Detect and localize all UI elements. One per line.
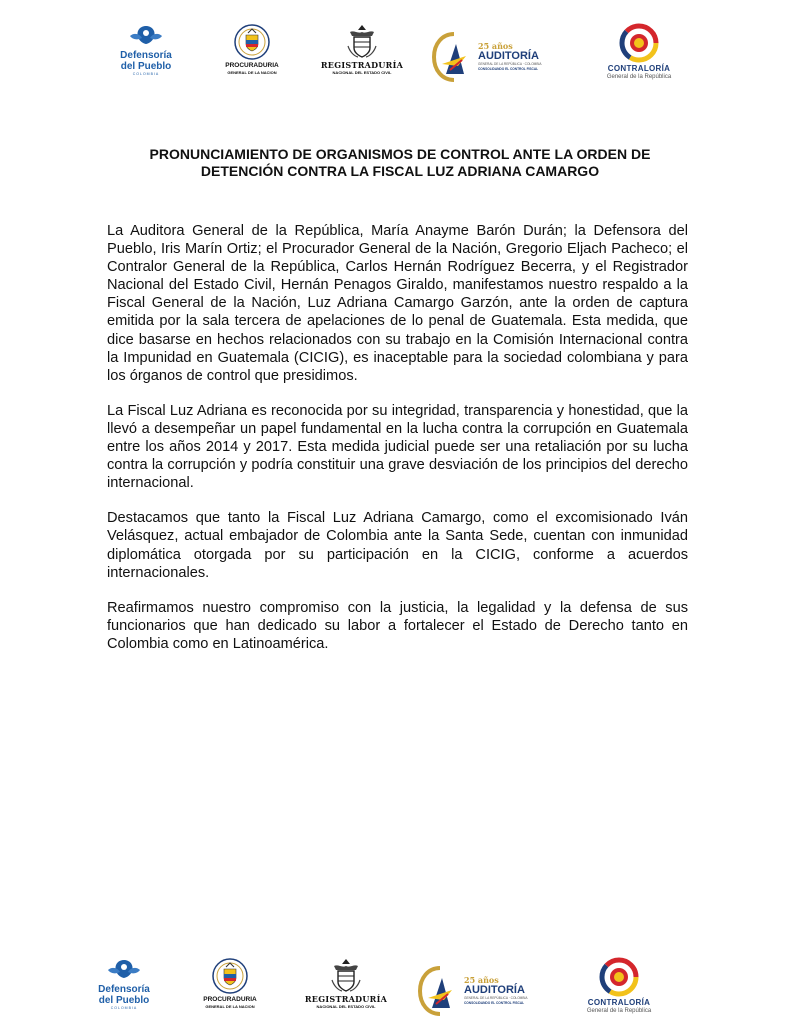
auditoria-years: 25 años	[478, 41, 513, 51]
registraduria-subtitle: NACIONAL DEL ESTADO CIVIL	[332, 70, 392, 75]
paragraph-1: La Auditora General de la República, María Anayme Barón Durán; la Defensora del Pueblo, Iris Marín Ortiz; el Procurador General de la Nación, Gregorio Eljach Pacheco; el Contralor General de la República, Carlos Hernán Rodríguez Becerra, y el Registrador Nacional del Estado Civil, Hernán Penagos Giraldo, manifestamos nuestro respaldo a la Fiscal General de la Nación, Luz Adriana Camargo Garzón, ante la orden de captura emitida por la sala tercera de apelaciones de lo penal de Guatemala. Esta medida, que dice basarse en hechos relacionados con su trabajo en la Comisión Internacional contra la Impunidad en Guatemala (CICIG), es inaceptable para la sociedad colombiana y para los órganos de control que presidimos.	[107, 223, 688, 384]
footer-logos	[0, 956, 786, 1026]
procuraduria-name: PROCURADURIA	[203, 996, 257, 1003]
procuraduria-coat-of-arms-icon	[210, 956, 250, 996]
logo-auditoria-footer	[418, 956, 548, 1026]
auditoria-subtitle: GENERAL DE LA REPÚBLICA · COLOMBIA	[478, 62, 542, 66]
auditoria-name: AUDITORÍA	[464, 984, 525, 996]
logo-defensoria	[120, 22, 172, 92]
auditoria-years: 25 años	[464, 975, 499, 985]
procuraduria-name: PROCURADURIA	[225, 62, 279, 69]
procuraduria-coat-of-arms-icon	[232, 22, 272, 62]
logo-auditoria	[432, 22, 562, 92]
paragraph-4: Reafirmamos nuestro compromiso con la justicia, la legalidad y la defensa de sus funcionarios que han dedicado su labor a fortalecer el Estado de Derecho tanto en Colombia como en Latinoamérica.	[107, 599, 688, 652]
registraduria-subtitle: NACIONAL DEL ESTADO CIVIL	[316, 1004, 376, 1009]
defensoria-name-line1: Defensoría	[120, 50, 172, 61]
contraloria-name: CONTRALORÍA	[607, 64, 671, 73]
registraduria-name: REGISTRADURÍA	[304, 994, 388, 1004]
defensoria-name-line1: Defensoría	[98, 984, 150, 995]
logo-procuraduria-footer	[200, 956, 260, 1026]
logo-contraloria	[598, 22, 680, 92]
contraloria-subtitle: General de la República	[586, 1008, 652, 1014]
paragraph-2: La Fiscal Luz Adriana es reconocida por su integridad, transparencia y honestidad, que la llevó a desempeñar un papel fundamental en la lucha contra la corrupción en Guatemala entre los años 2014 y 2017. Esta medida judicial puede ser una retaliación por su lucha contra la corrupción y podría constituir una grave desviación de los principios del derecho internacional.	[107, 402, 688, 492]
auditoria-tagline: CONSOLIDANDO EL CONTROL FISCAL	[464, 1001, 525, 1005]
logo-defensoria-footer	[98, 956, 150, 1026]
defensoria-emblem-icon	[104, 956, 144, 984]
contraloria-emblem-icon	[618, 22, 660, 64]
auditoria-tagline: CONSOLIDANDO EL CONTROL FISCAL	[478, 67, 539, 71]
contraloria-name: CONTRALORÍA	[587, 998, 651, 1007]
auditoria-emblem-icon	[418, 964, 462, 1018]
defensoria-name-line2: del Pueblo	[120, 61, 172, 72]
logo-procuraduria	[222, 22, 282, 92]
logo-registraduria-footer	[306, 956, 386, 1026]
auditoria-name: AUDITORÍA	[478, 50, 539, 62]
logo-contraloria-footer	[578, 956, 660, 1026]
procuraduria-subtitle: GENERAL DE LA NACION	[227, 70, 277, 75]
document-body	[107, 222, 688, 670]
contraloria-emblem-icon	[598, 956, 640, 998]
paragraph-3: Destacamos que tanto la Fiscal Luz Adriana Camargo, como el excomisionado Iván Velásquez, actual embajador de Colombia ante la Santa Sede, cuentan con inmunidad diplomática otorgada por su participación en la CICIG, conforme a acuerdos internacionales.	[107, 510, 688, 581]
document-title	[100, 146, 700, 180]
title-line-1: PRONUNCIAMIENTO DE ORGANISMOS DE CONTROL ANTE LA ORDEN DE	[149, 146, 651, 162]
contraloria-subtitle: General de la República	[606, 74, 672, 80]
header-logos	[0, 22, 786, 92]
title-line-2: DETENCIÓN CONTRA LA FISCAL LUZ ADRIANA CAMARGO	[200, 163, 600, 179]
defensoria-country: COLOMBIA	[110, 1006, 138, 1010]
registraduria-name: REGISTRADURÍA	[320, 60, 404, 70]
procuraduria-subtitle: GENERAL DE LA NACION	[205, 1004, 255, 1009]
defensoria-country: COLOMBIA	[132, 72, 160, 76]
registraduria-coat-of-arms-icon	[328, 956, 364, 994]
registraduria-coat-of-arms-icon	[344, 22, 380, 60]
defensoria-name-line2: del Pueblo	[98, 995, 150, 1006]
auditoria-subtitle: GENERAL DE LA REPÚBLICA · COLOMBIA	[464, 996, 528, 1000]
auditoria-emblem-icon	[432, 30, 476, 84]
logo-registraduria	[322, 22, 402, 92]
defensoria-emblem-icon	[126, 22, 166, 50]
